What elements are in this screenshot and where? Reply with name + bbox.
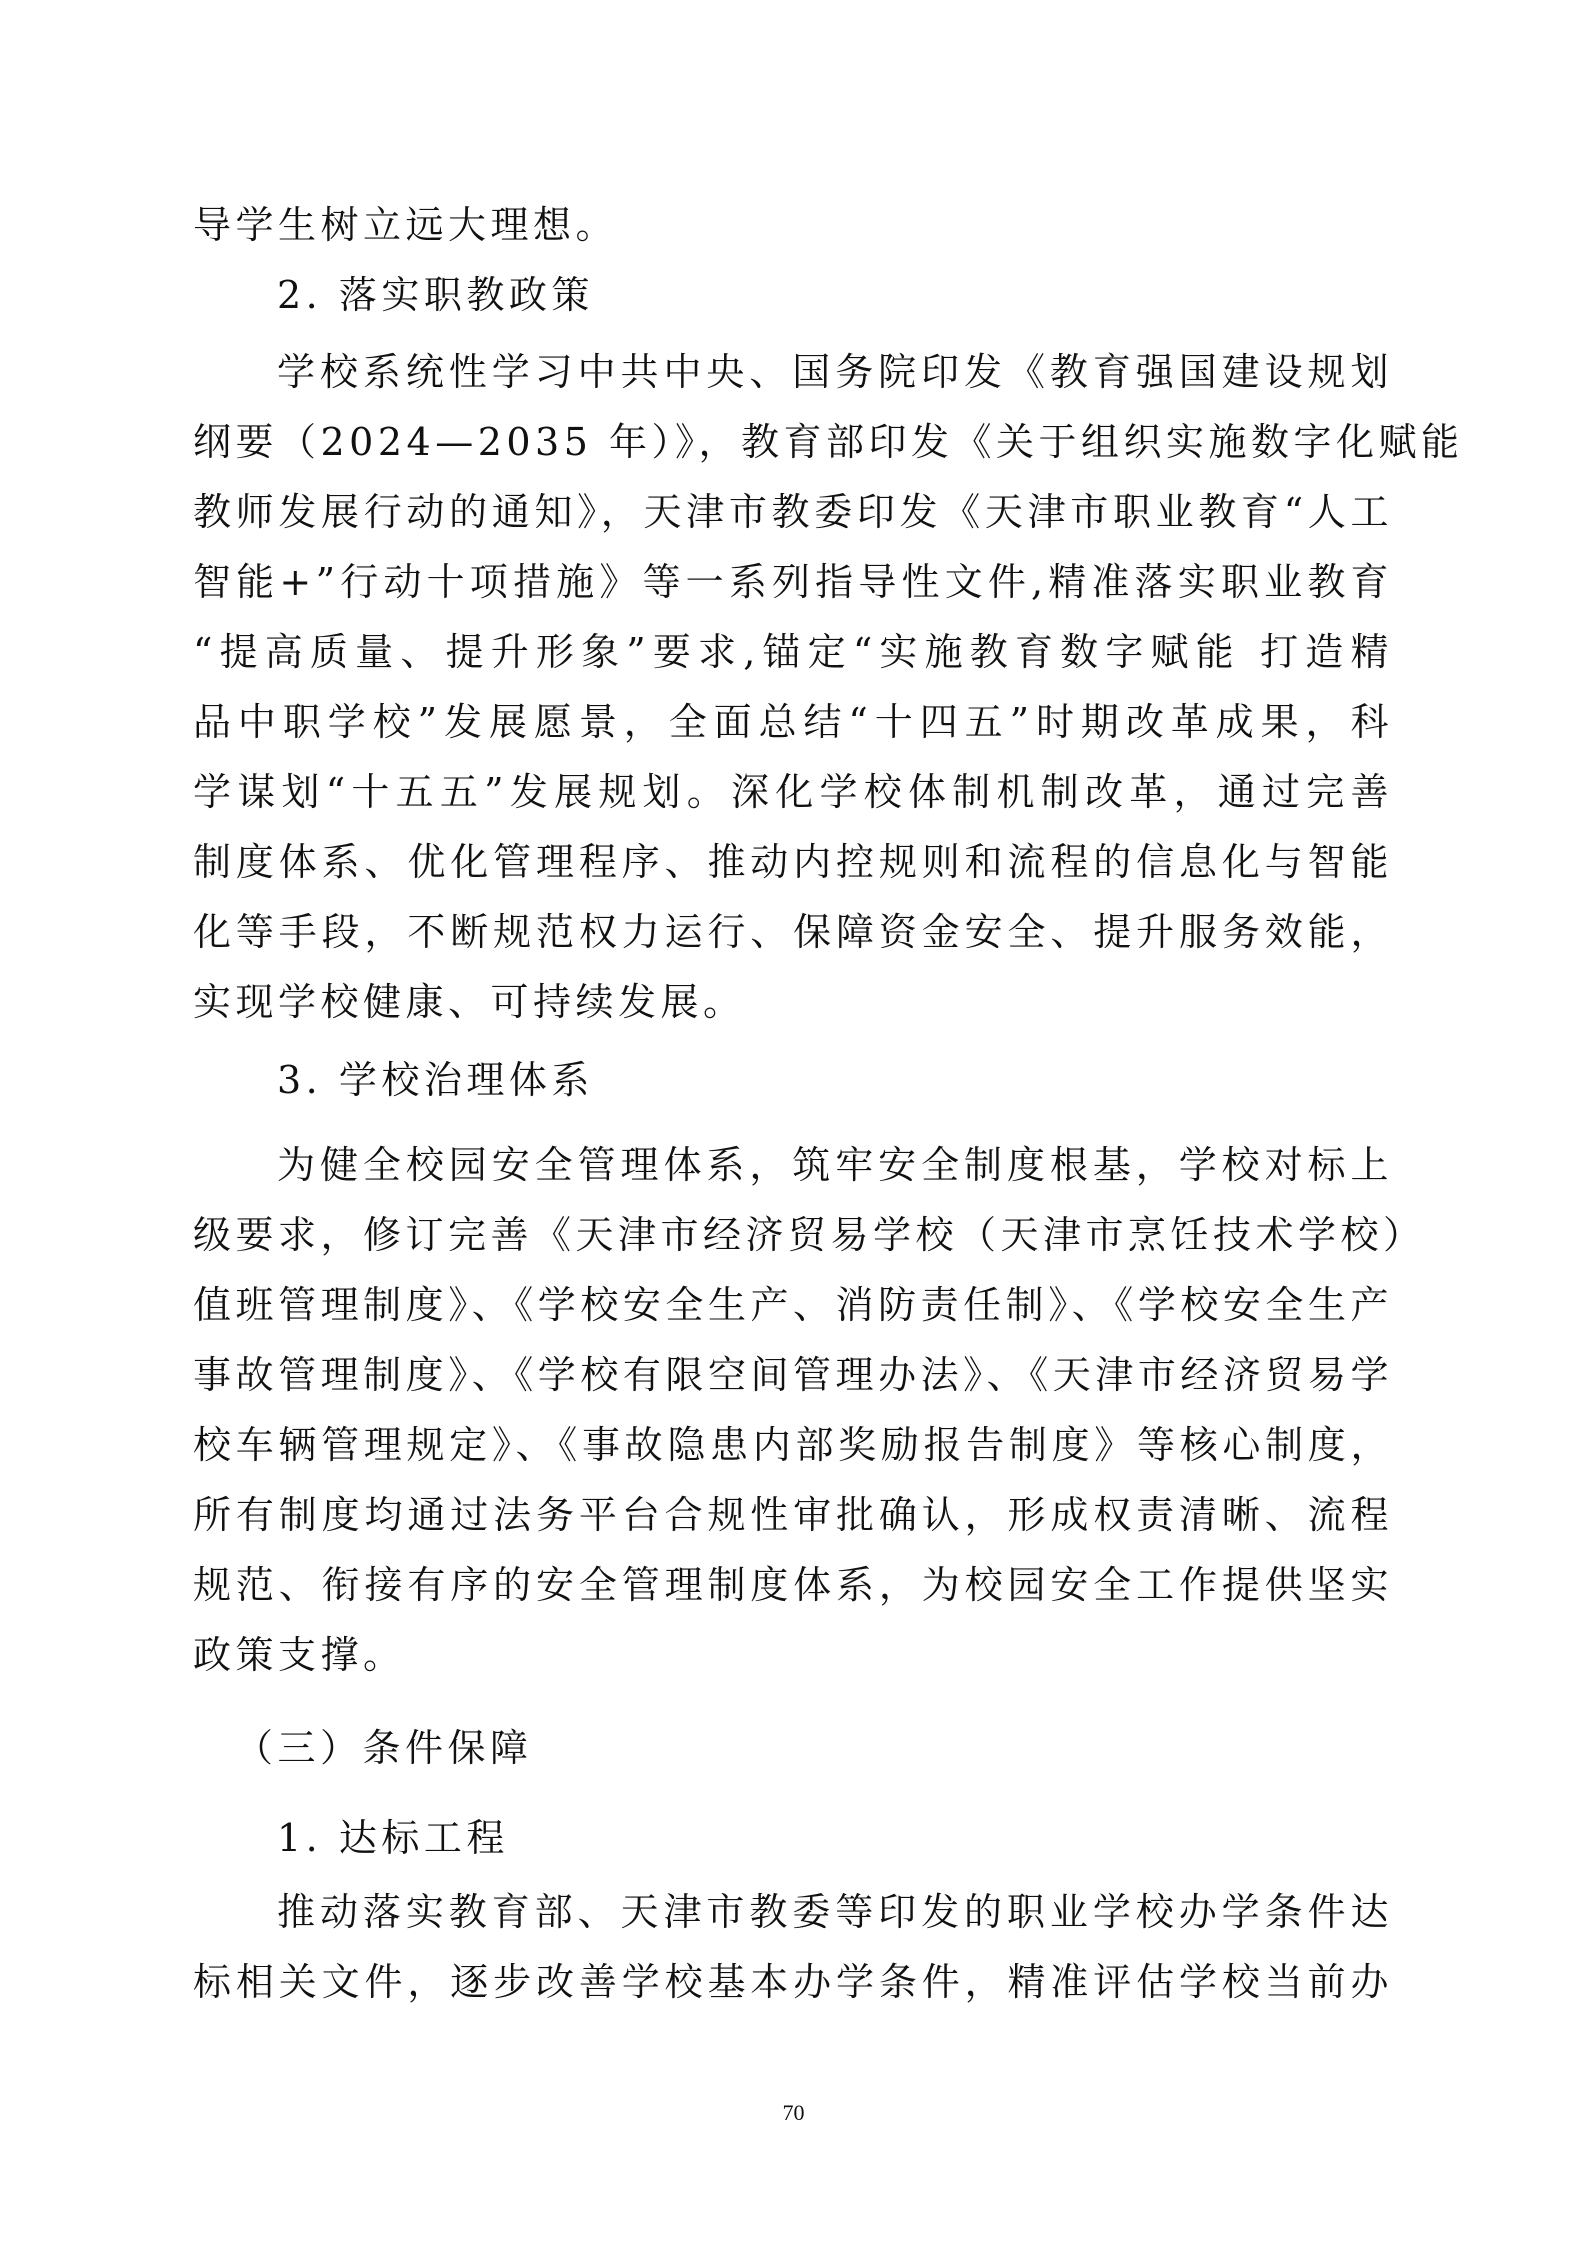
body-line: 值班管理制度》、《学校安全生产、消防责任制》、《学校安全生产 [193,1283,1393,1327]
body-line: 制度体系、优化管理程序、推动内控规则和流程的信息化与智能 [193,840,1393,884]
body-line: 品中职学校”发展愿景，全面总结“十四五”时期改革成果，科 [193,700,1393,744]
section-heading-conditions: （三）条件保障 [235,1726,533,1770]
subheading-compliance-project: 1. 达标工程 [277,1816,509,1860]
body-line: 实现学校健康、可持续发展。 [193,980,746,1024]
body-line: 事故管理制度》、《学校有限空间管理办法》、《天津市经济贸易学 [193,1353,1393,1397]
subheading-implement-policy: 2. 落实职教政策 [277,273,594,317]
body-line: 学谋划“十五五”发展规划。深化学校体制机制改革，通过完善 [193,770,1393,814]
body-line: 标相关文件，逐步改善学校基本办学条件，精准评估学校当前办 [193,1960,1393,2004]
body-line: 化等手段，不断规范权力运行、保障资金安全、提升服务效能， [193,910,1393,954]
body-line: 纲要（2024—2035 年）》，教育部印发《关于组织实施数字化赋能 [193,420,1464,464]
body-line: 级要求，修订完善《天津市经济贸易学校（天津市烹饪技术学校） [193,1213,1426,1257]
body-line: 校车辆管理规定》、《事故隐患内部奖励报告制度》等核心制度， [193,1423,1393,1467]
body-line: “提高质量、提升形象”要求,锚定“实施教育数字赋能 打造精 [193,630,1393,674]
body-line: 智能+”行动十项措施》等一系列指导性文件,精准落实职业教育 [193,560,1393,604]
body-line: 导学生树立远大理想。 [193,203,619,247]
subheading-school-governance: 3. 学校治理体系 [277,1058,594,1102]
page-number: 70 [782,2100,805,2125]
body-line: 学校系统性学习中共中央、国务院印发《教育强国建设规划 [277,350,1393,394]
body-line: 推动落实教育部、天津市教委等印发的职业学校办学条件达 [277,1890,1393,1934]
body-line: 政策支撑。 [193,1633,406,1677]
body-line: 教师发展行动的通知》，天津市教委印发《天津市职业教育“人工 [193,490,1393,534]
body-line: 规范、衔接有序的安全管理制度体系，为校园安全工作提供坚实 [193,1563,1393,1607]
body-line: 为健全校园安全管理体系，筑牢安全制度根基，学校对标上 [277,1143,1393,1187]
body-line: 所有制度均通过法务平台合规性审批确认，形成权责清晰、流程 [193,1493,1393,1537]
